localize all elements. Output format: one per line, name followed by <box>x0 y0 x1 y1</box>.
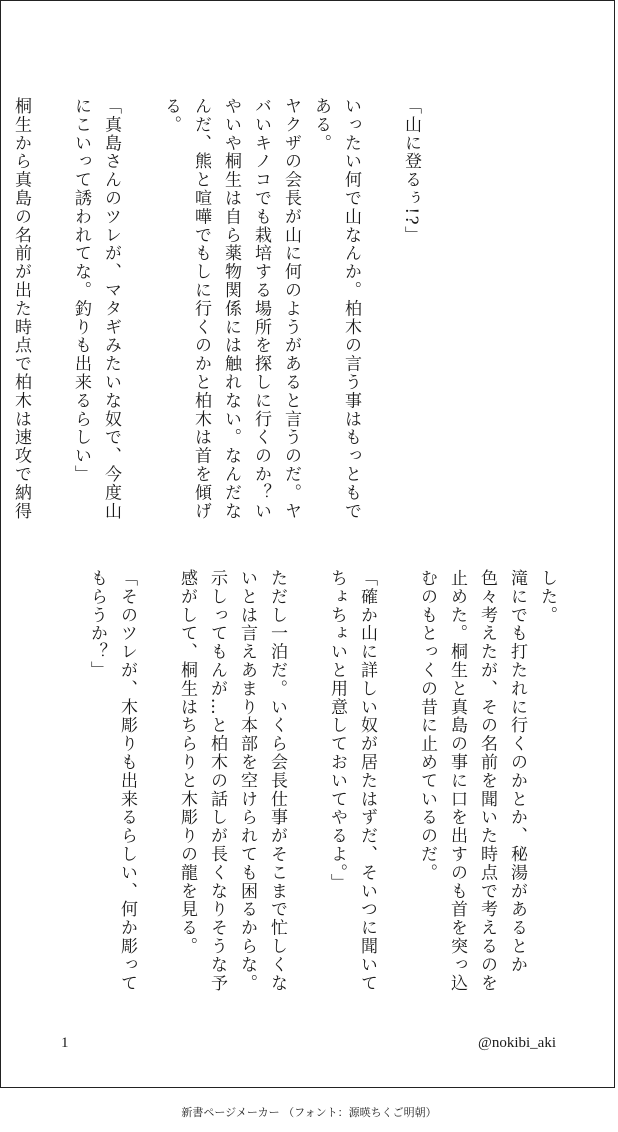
paragraph-gap <box>382 569 412 1009</box>
paragraph: 「そのツレが、木彫りも出来るらしい、何か彫ってもらうか？」 <box>87 569 137 993</box>
paragraph: いったい何で山なんか。柏木の言う事はもっともである。 <box>311 97 361 521</box>
paragraph-gap <box>126 97 156 537</box>
paragraph: 滝にでも打たれに行くのかとか、秘湯があるとか色々考えたが、その名前を聞いた時点で考えるのを止めた。桐生と真島の事に口を出すのも首を突っ込むのもとっくの昔に止めているのだ。 <box>417 569 527 993</box>
footer-credit: 新書ページメーカー （フォント：源暎ちくご明朝） <box>181 1106 437 1119</box>
text-block-top <box>6 97 426 537</box>
paragraph-gap <box>292 569 322 1009</box>
paragraph: ヤクザの会長が山に何のようがあると言うのだ。ヤバいキノコでも栽培する場所を探しに行くのか？いやいや桐生は自ら薬物関係には触れない。なんだなんだ、熊と喧嘩でもしに行くのかと柏木は首を傾げる。 <box>161 97 301 521</box>
paragraph-gap <box>36 97 66 537</box>
paragraph-gap <box>366 97 396 537</box>
paragraph: 「確か山に詳しい奴が居たはずだ、そいつに聞いてちょちょいと用意しておいてやるよ。」 <box>327 569 377 993</box>
page-number: 1 <box>61 1035 69 1051</box>
paragraph: 「真島さんのツレが、マタギみたいな奴で、今度山にこいって誘われてな。釣りも出来るらしい」 <box>71 97 121 521</box>
paragraph: 「山に登るぅ!?」 <box>401 97 421 245</box>
author-handle: @nokibi_aki <box>478 1035 556 1051</box>
paragraph: 桐生から真島の名前が出た時点で柏木は速攻で納得 <box>11 97 31 521</box>
paragraph-gap <box>142 569 172 1009</box>
paragraph: ただし一泊だ。いくら会長仕事がそこまで忙しくないとは言えあまり本部を空けられても困るからな。示しってもんが…と柏木の話しが長くなりそうな予感がして、桐生はちらりと木彫りの龍を見る。 <box>177 569 287 993</box>
text-block-bottom <box>52 569 562 1009</box>
paragraph: した。 <box>537 569 557 625</box>
